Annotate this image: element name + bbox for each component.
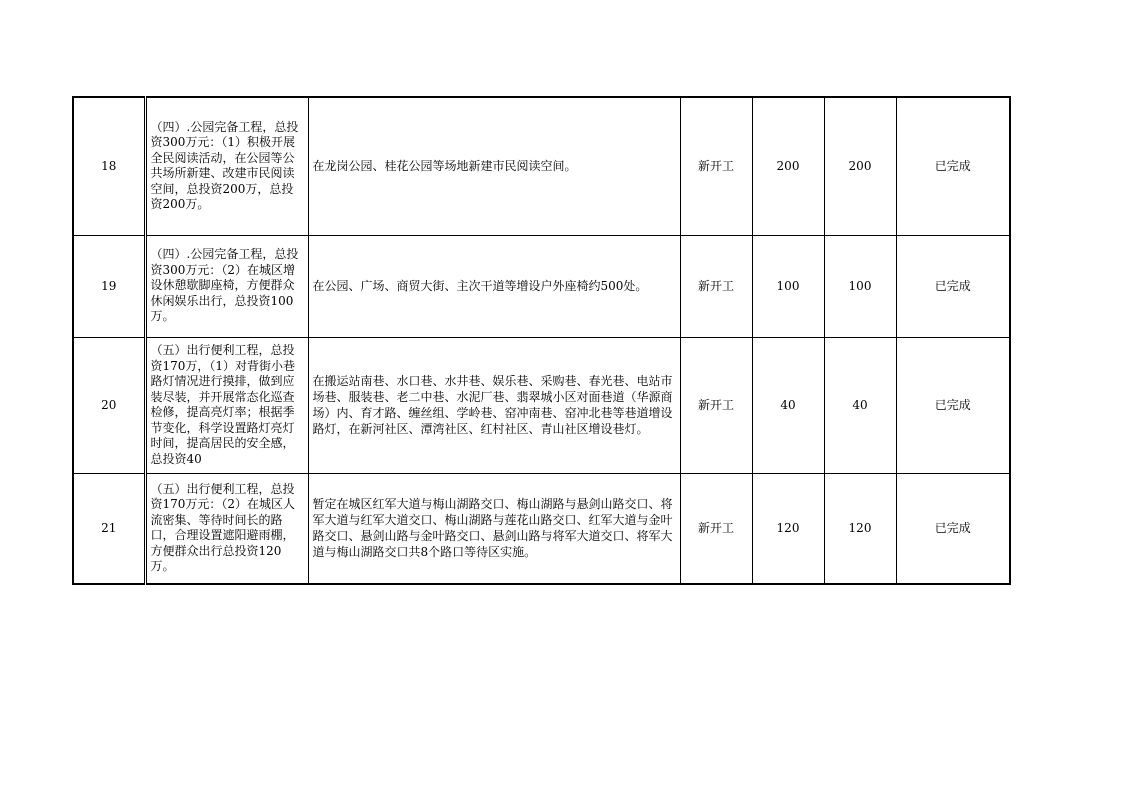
completed-investment: 40: [824, 337, 896, 473]
completed-investment: 100: [824, 235, 896, 337]
completed-investment: 200: [824, 97, 896, 235]
project-detail: 暂定在城区红军大道与梅山湖路交口、梅山湖路与悬剑山路交口、将军大道与红军大道交口、梅山湖路与莲花山路交口、红军大道与金叶路交口、悬剑山路与金叶路交口、悬剑山路与将军大道交口、将军大道与梅山湖路交口共8个路口等待区实施。: [308, 473, 680, 584]
planned-investment: 100: [752, 235, 824, 337]
row-number: 18: [73, 97, 145, 235]
project-detail: 在公园、广场、商贸大街、主次干道等增设户外座椅约500处。: [308, 235, 680, 337]
status-cell: 已完成: [896, 97, 1010, 235]
project-content: （五）出行便利工程，总投资170万，（1）对背街小巷路灯情况进行摸排，做到应装尽装，并开展常态化巡查检修，提高亮灯率；根据季节变化，科学设置路灯亮灯时间，提高居民的安全感，总投资40: [145, 337, 308, 473]
project-detail: 在龙岗公园、桂花公园等场地新建市民阅读空间。: [308, 97, 680, 235]
status-cell: 已完成: [896, 235, 1010, 337]
table-row: [73, 235, 1010, 337]
project-content: （四）.公园完备工程，总投资300万元：（1）积极开展全民阅读活动，在公园等公共场所新建、改建市民阅读空间，总投资200万，总投资200万。: [145, 97, 308, 235]
project-type: 新开工: [680, 235, 752, 337]
row-number: 21: [73, 473, 145, 584]
project-type: 新开工: [680, 97, 752, 235]
table-row: [73, 337, 1010, 473]
project-type: 新开工: [680, 473, 752, 584]
project-detail: 在搬运站南巷、水口巷、水井巷、娱乐巷、采购巷、春光巷、电站市场巷、服装巷、老二中巷、水泥厂巷、翡翠城小区对面巷道（华源商场）内、育才路、缠丝组、学岭巷、窑冲南巷、窑冲北巷等巷道增设路灯，在新河社区、潭湾社区、红村社区、青山社区增设巷灯。: [308, 337, 680, 473]
planned-investment: 200: [752, 97, 824, 235]
planned-investment: 40: [752, 337, 824, 473]
table-row: [73, 473, 1010, 584]
row-number: 20: [73, 337, 145, 473]
row-number: 19: [73, 235, 145, 337]
project-content: （五）出行便利工程，总投资170万元：（2）在城区人流密集、等待时间长的路口，合理设置遮阳避雨棚，方便群众出行总投资120万。: [145, 473, 308, 584]
planned-investment: 120: [752, 473, 824, 584]
project-table: [72, 96, 1011, 585]
project-type: 新开工: [680, 337, 752, 473]
completed-investment: 120: [824, 473, 896, 584]
status-cell: 已完成: [896, 473, 1010, 584]
status-cell: 已完成: [896, 337, 1010, 473]
project-content: （四）.公园完备工程，总投资300万元：（2）在城区增设休憩歇脚座椅，方便群众休闲娱乐出行，总投资100万。: [145, 235, 308, 337]
table-row: [73, 97, 1010, 235]
